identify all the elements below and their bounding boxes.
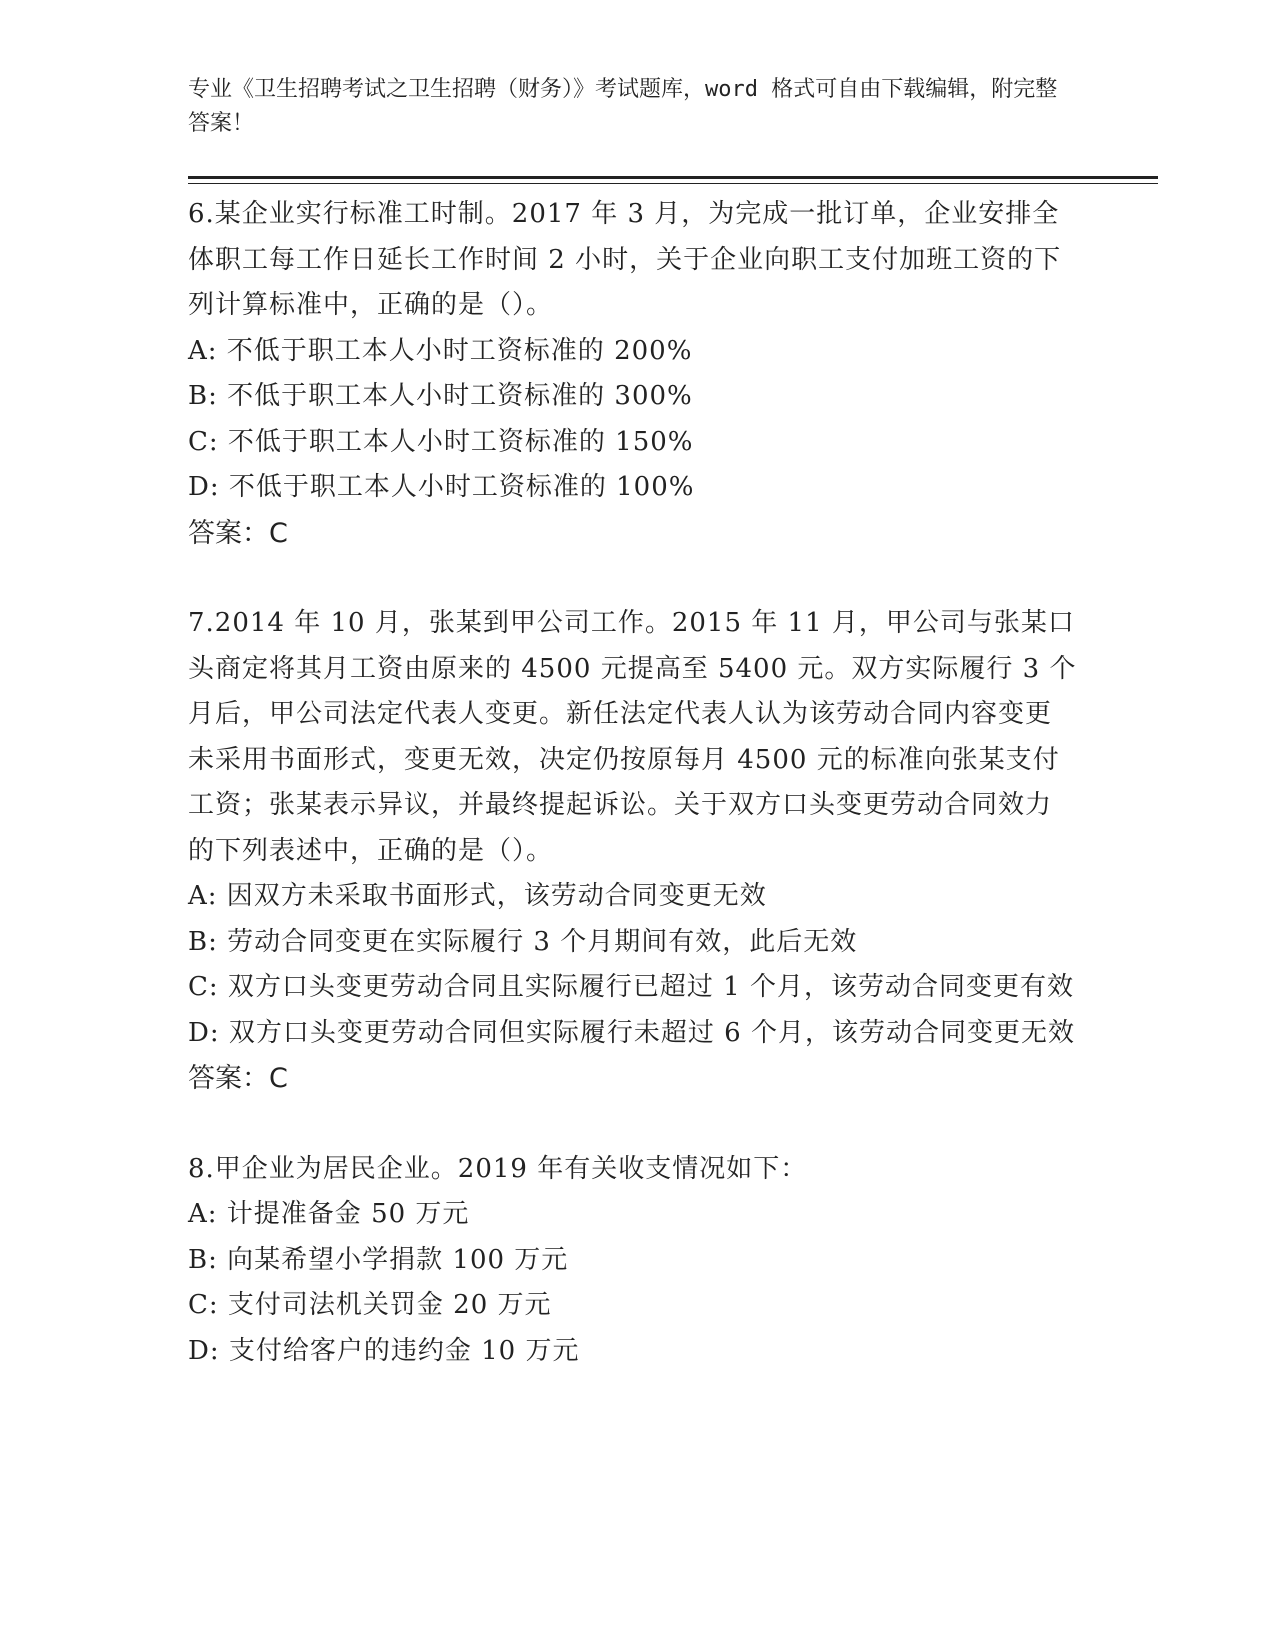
question-stem: 7.2014 年 10 月，张某到甲公司工作。2015 年 11 月，甲公司与张某口头商定将其月工资由原来的 4500 元提高至 5400 元。双方实际履行 3 个月后，甲公司法定代表人变更。新任法定代表人认为该劳动合同内容变更未采用书面形式，变更无效，决定仍按原每月 4500 元的标准向张某支付工资；张某表示异议，并最终提起诉讼。关于双方口头变更劳动合同效力的下列表述中，正确的是（）。 (188, 608, 1077, 866)
answer: 答案：C (188, 517, 288, 549)
option-b: B: 向某希望小学捐款 100 万元 (188, 1244, 569, 1275)
option-c: C: 支付司法机关罚金 20 万元 (188, 1290, 552, 1320)
option-d: D: 不低于职工本人小时工资标准的 100% (188, 472, 695, 502)
option-a: A: 计提准备金 50 万元 (188, 1199, 470, 1229)
question-7 (188, 601, 1078, 1102)
question-list (188, 192, 1078, 1374)
option-c: C: 不低于职工本人小时工资标准的 150% (188, 426, 694, 457)
header-divider-thin (188, 183, 1158, 184)
option-d: D: 支付给客户的违约金 10 万元 (188, 1335, 580, 1366)
question-spacer (188, 556, 1078, 601)
option-b: B: 不低于职工本人小时工资标准的 300% (188, 381, 693, 411)
answer: 答案：C (188, 1063, 288, 1094)
option-a: A: 因双方未采取书面形式，该劳动合同变更无效 (188, 881, 767, 911)
question-stem: 8.甲企业为居民企业。2019 年有关收支情况如下： (188, 1153, 808, 1184)
document-header: 专业《卫生招聘考试之卫生招聘（财务）》考试题库，word 格式可自由下载编辑，附完整答案！ (188, 77, 1058, 136)
question-spacer (188, 1102, 1078, 1147)
option-b: B: 劳动合同变更在实际履行 3 个月期间有效，此后无效 (188, 926, 858, 957)
question-6 (188, 192, 1078, 556)
question-8 (188, 1147, 1078, 1375)
option-a: A: 不低于职工本人小时工资标准的 200% (188, 335, 693, 366)
option-d: D: 双方口头变更劳动合同但实际履行未超过 6 个月，该劳动合同变更无效 (188, 1017, 1075, 1048)
option-c: C: 双方口头变更劳动合同且实际履行已超过 1 个月，该劳动合同变更有效 (188, 972, 1074, 1002)
question-stem: 6.某企业实行标准工时制。2017 年 3 月，为完成一批订单，企业安排全体职工每工作日延长工作时间 2 小时，关于企业向职工支付加班工资的下列计算标准中，正确的是（）。 (188, 199, 1062, 320)
header-divider-thick (188, 176, 1158, 179)
